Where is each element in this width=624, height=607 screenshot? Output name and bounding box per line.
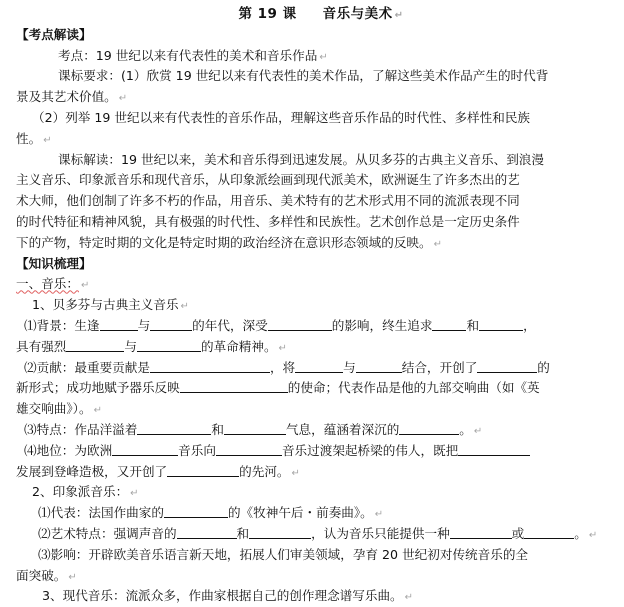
paragraph-mark: ↵: [118, 93, 128, 105]
paragraph-mark: ↵: [130, 488, 139, 500]
paragraph-mark: ↵: [180, 301, 189, 313]
contribution-line-3: 雄交响曲》）。 ↵: [16, 401, 102, 417]
paragraph-mark: ↵: [80, 280, 90, 292]
fill-in-blank: [224, 422, 286, 435]
section-header-exam-points: 【考点解读】: [16, 26, 92, 42]
interpretation-line-4: 的时代特征和精神风貌，具有极强的时代性、多样性和民族性。艺术创作总是一定历史条件: [16, 213, 520, 229]
paragraph-mark: ↵: [473, 425, 483, 437]
interpretation-line-3: 术大师，他们创制了许多不朽的作品，用音乐、美术特有的艺术形式用不同的流派表现不同: [16, 193, 520, 209]
subheading-beethoven: 1、贝多芬与古典主义音乐 ↵: [32, 297, 189, 313]
fill-in-blank: [295, 360, 343, 373]
fill-in-blank: [268, 318, 332, 331]
fill-in-blank: [66, 339, 124, 352]
influence-line-1: ⑶影响：开辟欧美音乐语言新天地，拓展人们审美领域，孕育 20 世纪初对传统音乐的全: [38, 546, 529, 562]
fill-in-blank: [100, 318, 138, 331]
paragraph-mark: ↵: [319, 51, 328, 63]
fill-in-blank: [167, 464, 239, 477]
fill-in-blank: [137, 339, 201, 352]
subheading-impressionism: 2、印象派音乐： ↵: [32, 484, 139, 500]
requirement-line-2: 景及其艺术价值。 ↵: [16, 89, 128, 105]
influence-line-2: 面突破。 ↵: [16, 567, 77, 583]
requirement-line-1: 课标要求：(1）欣赏 19 世纪以来有代表性的美术作品，了解这些美术作品产生的时代背: [58, 68, 549, 84]
fill-in-blank: [356, 360, 402, 373]
paragraph-mark: ↵: [374, 509, 384, 521]
fill-in-blank: [150, 318, 192, 331]
fill-in-blank: [450, 526, 512, 539]
requirement-line-4: 性。 ↵: [16, 130, 52, 146]
exam-point-text: 考点：19 世纪以来有代表性的美术和音乐作品 ↵: [58, 47, 328, 63]
status-line-2: 发展到登峰造极，又开创了 的先河。 ↵: [16, 463, 300, 479]
subheading-modern-music: 3、现代音乐：流派众多，作曲家根据自己的创作理念谱写乐曲。 ↵: [42, 588, 414, 604]
fill-in-blank: [180, 380, 288, 393]
requirement-line-3: （2）列举 19 世纪以来有代表性的音乐作品，理解这些音乐作品的时代性、多样性和民族: [32, 109, 531, 125]
fill-in-blank: [112, 443, 178, 456]
lesson-number: 第 19 课: [238, 6, 297, 22]
paragraph-mark: ↵: [404, 592, 414, 604]
fill-in-blank: [216, 443, 282, 456]
paragraph-mark: ↵: [278, 342, 287, 354]
paragraph-mark: ↵: [433, 238, 442, 250]
fill-in-blank: [399, 422, 459, 435]
paragraph-mark: ↵: [93, 405, 102, 417]
paragraph-mark: ↵: [43, 134, 52, 146]
fill-in-blank: [137, 422, 211, 435]
status-line-1: ⑷地位：为欧洲 音乐向 音乐过渡架起桥梁的伟人，既把: [16, 441, 614, 462]
fill-in-blank: [249, 526, 311, 539]
representative-line: ⑴代表：法国作曲家的 的《牧神午后・前奏曲》。 ↵: [38, 505, 384, 521]
fill-in-blank: [524, 526, 574, 539]
background-line-1: ⑴背景：生逢 与 的年代，深受 的影响，终生追求 和 ，: [24, 317, 536, 333]
fill-in-blank: [458, 443, 530, 456]
section-header-knowledge: 【知识梳理】: [16, 255, 92, 271]
contribution-line-2: 新形式；成功地赋予器乐反映 的使命；代表作品是他的九部交响曲（如《英: [16, 380, 540, 396]
paragraph-mark: ↵: [291, 467, 300, 479]
fill-in-blank: [150, 360, 270, 373]
fill-in-blank: [477, 360, 537, 373]
paragraph-mark: ↵: [68, 571, 77, 583]
background-line-2: 具有强烈 与 的革命精神。 ↵: [16, 338, 287, 354]
interpretation-line-2: 主义音乐、印象派音乐和现代音乐，从印象派绘画到现代派美术，欧洲诞生了许多杰出的艺: [16, 172, 520, 188]
lesson-title: [16, 4, 614, 25]
fill-in-blank: [432, 318, 466, 331]
fill-in-blank: [164, 505, 228, 518]
interpretation-line-5: 下的产物，特定时期的文化是特定时期的政治经济在意识形态领域的反映。 ↵: [16, 234, 442, 250]
fill-in-blank: [177, 526, 237, 539]
paragraph-mark: ↵: [394, 10, 404, 21]
music-heading: 一、音乐： ↵: [16, 276, 90, 292]
art-features-line: ⑵艺术特点：强调声音的 和 ，认为音乐只能提供一种 或 。 ↵: [38, 525, 598, 541]
fill-in-blank: [479, 318, 523, 331]
paragraph-mark: ↵: [588, 529, 598, 541]
features-line: ⑶特点：作品洋溢着 和 气息，蕴涵着深沉的 。 ↵: [24, 421, 483, 437]
interpretation-line-1: 课标解读：19 世纪以来，美术和音乐得到迅速发展。从贝多芬的古典主义音乐、到浪漫: [58, 151, 544, 167]
lesson-topic: 音乐与美术: [322, 6, 393, 22]
contribution-line-1: ⑵贡献：最重要贡献是 ，将 与 结合，开创了 的: [24, 359, 550, 375]
